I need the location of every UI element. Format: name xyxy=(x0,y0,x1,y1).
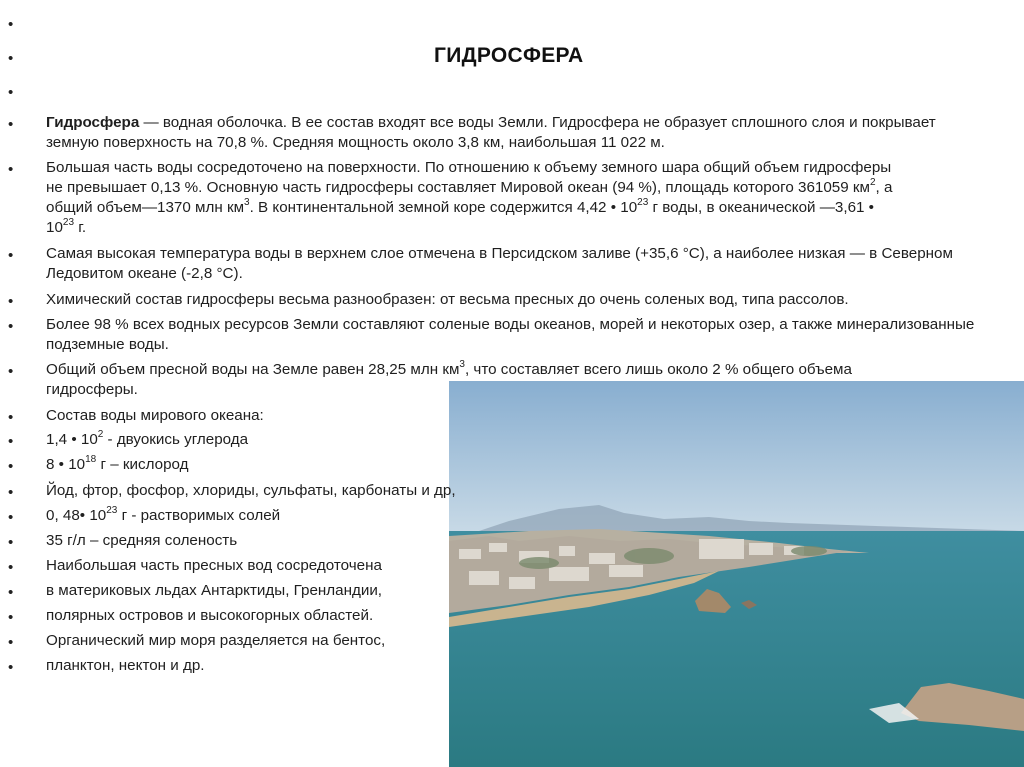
list-item: Органический мир моря разделяется на бентос, xyxy=(46,632,386,649)
bullet-marker: • xyxy=(8,161,14,178)
superscript: 3 xyxy=(244,196,250,208)
bullet-marker: • xyxy=(8,584,14,601)
bullet-marker: • xyxy=(8,509,14,526)
item-text: — водная оболочка. В ее состав входят все воды Земли. Гидросфера не образует сплошного слоя и покрывает земную поверхность на 70,8 %. Средняя мощность около 3,8 км, наибольшая 11 022 м. xyxy=(46,114,936,151)
superscript: 23 xyxy=(62,216,75,228)
list-item: Более 98 % всех водных ресурсов Земли составляют соленые воды океанов, морей и некоторых озер, а также минерализованные подземные воды. xyxy=(46,316,975,353)
list-item xyxy=(46,455,446,475)
bullet-marker: • xyxy=(8,409,14,426)
bullet-marker: • xyxy=(8,318,14,335)
bullet-marker: • xyxy=(8,559,14,576)
bullet-marker: • xyxy=(8,116,14,133)
term-bold: Гидросфера xyxy=(46,114,140,131)
item-text: 0, 48• 10 xyxy=(46,507,107,524)
item-line xyxy=(46,218,976,238)
superscript: 23 xyxy=(106,504,118,516)
item-text: 1,4 • 10 xyxy=(46,431,98,448)
item-text: 8 • 10 xyxy=(46,456,86,473)
list-item: Состав воды мирового океана: xyxy=(46,407,264,424)
superscript: 18 xyxy=(85,453,97,465)
list-item: Наибольшая часть пресных вод сосредоточена xyxy=(46,557,382,574)
item-text: г воды, в океанической —3,61 • xyxy=(648,199,875,216)
bullet-marker: • xyxy=(8,84,14,101)
bullet-marker: • xyxy=(8,484,14,501)
list-item: планктон, нектон и др. xyxy=(46,657,205,674)
item-text: г. xyxy=(74,219,87,236)
item-text: 10 xyxy=(46,219,63,236)
list-item: полярных островов и высокогорных областей. xyxy=(46,607,374,624)
item-text: - двуокись углерода xyxy=(103,431,249,448)
superscript: 2 xyxy=(97,428,104,440)
item-text: Общий объем пресной воды на Земле равен 28,25 млн км xyxy=(46,361,460,378)
list-item: в материковых льдах Антарктиды, Гренландии, xyxy=(46,582,383,599)
bullet-marker: • xyxy=(8,634,14,651)
coastal-photo xyxy=(449,381,1024,767)
list-item: Йод, фтор, фосфор, хлориды, сульфаты, карбонаты и др, xyxy=(46,482,456,499)
bullet-marker: • xyxy=(8,433,14,450)
list-item: Самая высокая температура воды в верхнем слое отмечена в Персидском заливе (+35,6 °С), а наиболее низкая — в Северном Ледовитом океане (-2,8 °С). xyxy=(46,245,953,282)
bullet-marker: • xyxy=(8,293,14,310)
bullet-marker: • xyxy=(8,534,14,551)
item-line: Большая часть воды сосредоточено на поверхности. По отношению к объему земного шара общий объем гидросферы xyxy=(46,159,892,176)
list-item xyxy=(46,113,976,153)
item-text: общий объем—1370 млн км xyxy=(46,199,245,216)
bullet-marker: • xyxy=(8,458,14,475)
list-item xyxy=(46,430,446,450)
list-item: 35 г/л – средняя соленость xyxy=(46,532,238,549)
item-text: , что составляет всего лишь около 2 % общего объема xyxy=(464,361,852,378)
item-line xyxy=(46,198,976,218)
bullet-marker: • xyxy=(8,659,14,676)
superscript: 3 xyxy=(459,358,465,370)
item-text: . В континентальной земной коре содержится 4,42 • 10 xyxy=(249,199,638,216)
superscript: 23 xyxy=(637,196,649,208)
list-item: Химический состав гидросферы весьма разнообразен: от весьма пресных до очень соленых вод, типа рассолов. xyxy=(46,291,849,308)
list-item xyxy=(46,158,976,238)
superscript: 2 xyxy=(869,176,876,188)
list-item xyxy=(46,506,446,526)
bullet-marker: • xyxy=(8,363,14,380)
bullet-marker: • xyxy=(8,50,14,67)
item-text: не превышает 0,13 %. Основную часть гидросферы составляет Мировой океан (94 %), площадь которого 361059 км xyxy=(46,179,870,196)
item-text: , а xyxy=(875,179,893,196)
item-line xyxy=(46,178,976,198)
item-text: г – кислород xyxy=(96,456,189,473)
item-text: г - растворимых солей xyxy=(117,507,281,524)
bullet-marker: • xyxy=(8,16,14,33)
bullet-marker: • xyxy=(8,247,14,264)
bullet-marker: • xyxy=(8,609,14,626)
slide-title: ГИДРОСФЕРА xyxy=(434,44,584,67)
item-line xyxy=(46,360,976,380)
item-line: гидросферы. xyxy=(46,381,138,398)
